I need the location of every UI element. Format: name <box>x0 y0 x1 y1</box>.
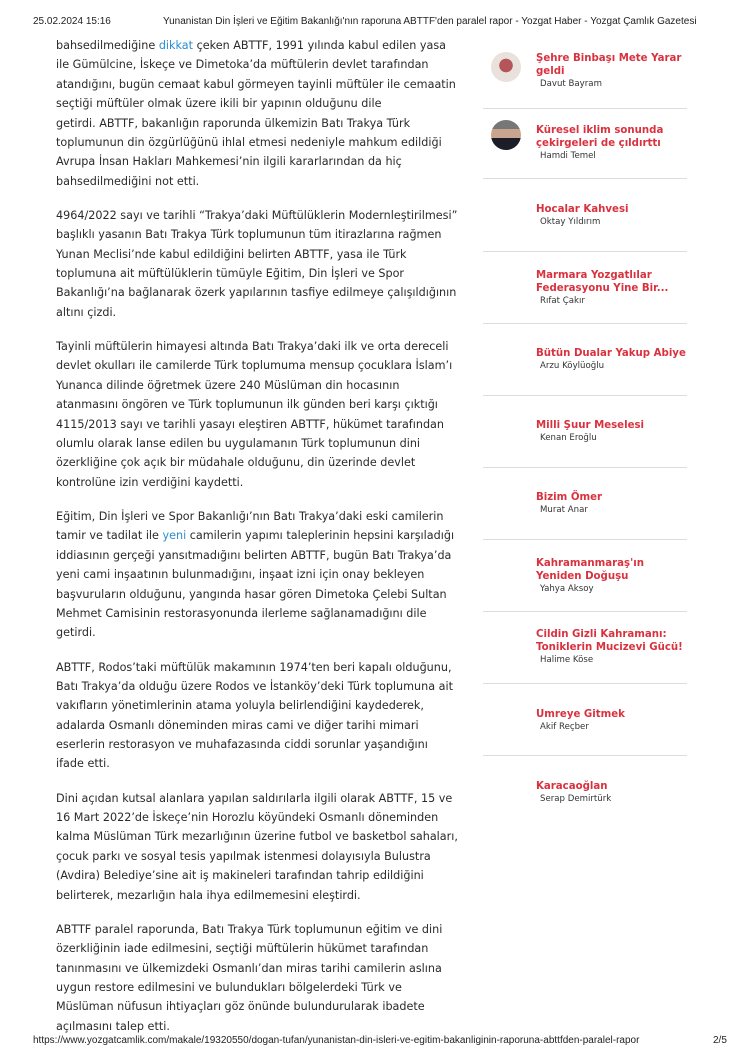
yeni-link[interactable]: yeni <box>162 529 187 543</box>
text-line: adalarda Osmanlı döneminden miras cami ve diğer tarihi mimari <box>56 718 419 732</box>
text-line: Yunan Meclisi’nde kabul edildiğini belirten ABTTF, yasa ile Türk <box>56 247 407 261</box>
print-datetime: 25.02.2024 15:16 <box>33 16 111 27</box>
text-line <box>56 36 476 55</box>
paragraph <box>56 920 476 1036</box>
text-line: Avrupa İnsan Hakları Mahkemesi’nin ilgili kararlarından da hiç <box>56 155 402 169</box>
divider <box>483 395 687 396</box>
title-text[interactable]: Bizim Ömer <box>536 492 603 503</box>
text-line: toplumunun din özgürlüğünü ihlal etmesi nedeniyle mahkum edildiği <box>56 135 442 149</box>
paragraph <box>56 789 476 905</box>
divider <box>483 539 687 540</box>
text-line: olumlu olarak lanse edilen bu uygulamanın Türk toplumunun dini <box>56 437 421 451</box>
title-text[interactable]: Marmara Yozgatlılar Federasyonu Yine Bir... <box>536 270 669 294</box>
text: camilerin yapımı taleplerinin hepsini karşıladığı <box>186 529 455 543</box>
sidebar-article-title[interactable] <box>536 347 686 373</box>
text-line: toplumuna ait müftülüklerin tümüyle Eğitim, Din İşleri ve Spor <box>56 267 405 281</box>
sidebar-article-title[interactable] <box>536 52 686 91</box>
author-name: Oktay Yıldırım <box>540 217 601 227</box>
paragraph <box>56 337 476 492</box>
text-line: uygun restore edilmesini ve bulundukları bölgelerdeki Türk ve <box>56 980 402 994</box>
article-body <box>56 36 476 1051</box>
title-text[interactable]: Kahramanmaraş'ın Yeniden Doğuşu <box>536 558 644 582</box>
divider <box>483 755 687 756</box>
author-name: Murat Anar <box>540 505 588 515</box>
text-line: ABTTF, Rodos’taki müftülük makamının 1974’ten beri kapalı olduğunu, <box>56 660 452 674</box>
author-name: Kenan Eroğlu <box>540 433 597 443</box>
sidebar-article-title[interactable] <box>536 628 686 667</box>
text-line: özerkliğine çok açık bir müdahale olduğunu, din üzerinde devlet <box>56 456 416 470</box>
title-text[interactable]: Bütün Dualar Yakup Abiye <box>536 348 686 359</box>
text-line: başlıklı yasanın Batı Trakya Türk toplumunun tüm itirazlarına rağmen <box>56 228 442 242</box>
text-line: özerkliğinin iade edilmesini, seçtiği müftülerin hükümet tarafından <box>56 942 429 956</box>
text-line: Müslüman nüfusun ihtiyaçları göz önünde bulundurularak ibadete <box>56 1000 425 1014</box>
text-line: (Avdira) Belediye’sine ait iş makineleri tarafından tahrip edildiğini <box>56 869 424 883</box>
divider <box>483 683 687 684</box>
paragraph <box>56 658 476 774</box>
text-line: eserlerin restorasyon ve muhafazasında ciddi sorunlar yaşandığını <box>56 738 428 752</box>
author-name: Halime Köse <box>540 655 594 665</box>
author-name: Serap Demirtürk <box>540 794 612 804</box>
title-text[interactable]: Cildin Gizli Kahramanı: Toniklerin Mucizevi Gücü! <box>536 629 683 653</box>
text-line: Bakanlığı’na bağlanarak özerk yapılarının tasfiye edilmeye çalışıldığının <box>56 286 457 300</box>
text-line: kontrolüne izin verdiğini kaydetti. <box>56 475 244 489</box>
dikkat-link[interactable]: dikkat <box>158 39 194 52</box>
author-name: Akif Reçber <box>540 722 589 732</box>
title-text[interactable]: Şehre Binbaşı Mete Yarar geldi <box>536 53 682 77</box>
text-line: Yunanca dilinde öğretmek üzere 240 Müslüman din hocasının <box>56 378 400 392</box>
author-name: Hamdi Temel <box>540 151 596 161</box>
text-line: vakıfların yönetimlerinin atama yoluyla belirlendiğini kaydederek, <box>56 699 424 713</box>
sidebar-article-title[interactable] <box>536 203 686 229</box>
text-line: kalma Müslüman Türk mezarlığının üzerine futbol ve basketbol sahaları, <box>56 830 458 844</box>
print-page-title: Yunanistan Din İşleri ve Eğitim Bakanlığı'nın raporuna ABTTF'den paralel rapor - Yozgat Haber - Yozgat Çamlık Gazetesi <box>163 16 697 27</box>
title-text[interactable]: Umreye Gitmek <box>536 709 625 720</box>
title-text[interactable]: Küresel iklim sonunda çekirgeleri de çıldırttı <box>536 125 664 149</box>
text-line: Tayinli müftülerin himayesi altında Batı Trakya’daki ilk ve orta dereceli <box>56 340 449 354</box>
text-line: belirterek, mezarlığın hala ihya edilmemesini eleştirdi. <box>56 888 361 902</box>
text-line: ifade etti. <box>56 757 110 771</box>
author-name: Rıfat Çakır <box>540 296 585 306</box>
sidebar-article-title[interactable] <box>536 269 686 308</box>
text-line: bahsedilmediğini not etti. <box>56 174 200 188</box>
text-line: ile Gümülcine, İskeçe ve Dimetoka’da müftülerin devlet tarafından <box>56 58 429 72</box>
sidebar-article-title[interactable] <box>536 708 686 734</box>
author-name: Yahya Aksoy <box>540 584 594 594</box>
divider <box>483 108 687 109</box>
sidebar-article-title[interactable] <box>536 124 686 163</box>
text-line: seçtiği müftüler olmak üzere ikili bir yapının olduğunu dile <box>56 97 382 111</box>
text-line: Batı Trakya’da olduğu üzere Rodos ve İstanköy’deki Türk toplumuna ait <box>56 679 453 693</box>
divider <box>483 323 687 324</box>
text: tamir ve tadilat ile <box>56 529 163 543</box>
text-line: başvuruların olduğunu, yangında hasar gören Dimetoka Çelebi Sultan <box>56 587 447 601</box>
author-name: Davut Bayram <box>540 79 602 89</box>
text-line: Eğitim, Din İşleri ve Spor Bakanlığı’nın Batı Trakya’daki eski camilerin <box>56 509 444 523</box>
text-line: atandığını, bugün cemaat kabul görmeyen tayinli müftüler ile cemaatin <box>56 77 456 91</box>
title-text[interactable]: Milli Şuur Meselesi <box>536 420 645 431</box>
text: çeken ABTTF, 1991 yılında kabul edilen yasa <box>193 39 447 52</box>
text-line: çocuk parkı ve sosyal tesis yapılmak istenmesi dolayısıyla Bulustra <box>56 849 431 863</box>
text: bahsedilmediğine <box>56 39 159 52</box>
author-name: Arzu Köylüoğlu <box>540 361 605 371</box>
text-line: tanınmasını ve ülkemizdeki Osmanlı’dan miras tarihi camilerin aslına <box>56 961 442 975</box>
text-line <box>56 526 476 545</box>
print-page-number: 2/5 <box>713 1035 727 1046</box>
text-line: getirdi. ABTTF, bakanlığın raporunda ülkemizin Batı Trakya Türk <box>56 116 411 130</box>
text-line: açılmasını talep etti. <box>56 1019 170 1033</box>
text-line: atanmasını öngören ve Türk toplumunun ilk günden beri karşı çıktığı <box>56 398 438 412</box>
text-line: 4964/2022 sayı ve tarihli “Trakya’daki Müftülüklerin Modernleştirilmesi” <box>56 208 458 222</box>
text-line: altını çizdi. <box>56 305 117 319</box>
author-avatar <box>491 120 521 150</box>
paragraph <box>56 36 476 191</box>
paragraph <box>56 507 476 643</box>
text-line: ABTTF paralel raporunda, Batı Trakya Türk toplumunun eğitim ve dini <box>56 922 443 936</box>
sidebar-article-title[interactable] <box>536 491 686 517</box>
divider <box>483 467 687 468</box>
paragraph <box>56 206 476 322</box>
divider <box>483 178 687 179</box>
text-line: 4115/2013 sayı ve tarihli yasayı eleştiren ABTTF, hükümet tarafından <box>56 417 444 431</box>
sidebar-article-title[interactable] <box>536 419 686 445</box>
sidebar-article-title[interactable] <box>536 557 686 596</box>
divider <box>483 611 687 612</box>
text-line: devlet okulları ile camilerde Türk toplumuma mensup çocuklara İslam’ı <box>56 359 453 373</box>
author-avatar <box>491 52 521 82</box>
text-line: Mehmet Camisinin restorasyonunda ilerleme sağlanamadığını dile <box>56 606 427 620</box>
print-url: https://www.yozgatcamlik.com/makale/19320550/dogan-tufan/yunanistan-din-isleri-ve-egitim-bakanliginin-raporuna-abttfden-paralel-rapor <box>33 1035 640 1046</box>
title-text[interactable]: Karacaoğlan <box>536 781 608 792</box>
text-line: iddiasının gerçeği yansıtmadığını belirten ABTTF, bugün Batı Trakya’da <box>56 548 452 562</box>
text-line: yeni cami inşaatının bulunmadığını, inşaat izni için onay bekleyen <box>56 568 425 582</box>
text-line: 16 Mart 2022’de İskeçe’nin Horozlu köyündeki Osmanlı döneminden <box>56 811 439 825</box>
text-line: getirdi. <box>56 626 96 640</box>
text-line: Dini açıdan kutsal alanlara yapılan saldırılarla ilgili olarak ABTTF, 15 ve <box>56 791 453 805</box>
title-text[interactable]: Hocalar Kahvesi <box>536 204 629 215</box>
sidebar-article-title[interactable] <box>536 780 686 806</box>
divider <box>483 251 687 252</box>
